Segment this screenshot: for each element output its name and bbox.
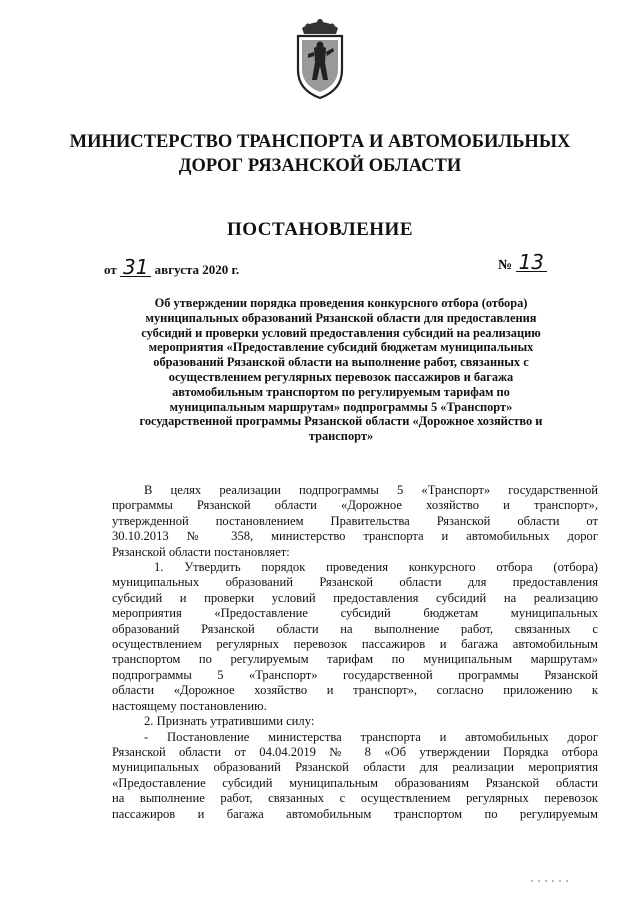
body-line: субсидий и проверки условий предоставления субсидий на реализацию	[112, 590, 598, 605]
body-line: 1. Утвердить порядок проведения конкурсного отбора (отбора)	[154, 560, 598, 575]
body-line: 2. Признать утратившими силу:	[144, 714, 315, 729]
title-line: субсидий и проверки условий предоставления субсидий на реализацию	[141, 325, 541, 340]
document-title	[86, 296, 596, 444]
title-line: муниципальным маршрутам» подпрограммы 5 «Транспорт»	[169, 399, 513, 414]
date-month-year: августа 2020 г.	[154, 262, 240, 277]
coat-of-arms-emblem	[290, 18, 350, 102]
ministry-line: ДОРОГ РЯЗАНСКОЙ ОБЛАСТИ	[178, 156, 462, 176]
body-line: подпрограммы 5 «Транспорт» государственной программы Рязанской	[112, 667, 598, 682]
date-prefix: от	[104, 262, 117, 277]
body-line: области «Дорожное хозяйство и транспорт», согласно приложению к	[112, 683, 598, 698]
body-line: Рязанской области постановляет:	[112, 544, 290, 559]
body-line: образований Рязанской области на выполнение работ, связанных с	[112, 621, 598, 636]
number-sign: №	[498, 258, 513, 273]
body-line: программы Рязанской области «Дорожное хозяйство и транспорт»,	[112, 498, 598, 513]
body-line: осуществлением регулярных перевозок пассажиров и багажа автомобильным	[112, 637, 598, 652]
body-line: Рязанской области от 04.04.2019 № 8 «Об утверждении Порядка отбора	[112, 744, 598, 759]
title-line: осуществлением регулярных перевозок пассажиров и багажа	[168, 369, 514, 384]
body-line: утвержденной постановлением Правительства Рязанской области от	[112, 513, 598, 528]
number-handwritten: 13	[516, 253, 547, 272]
document-type: ПОСТАНОВЛЕНИЕ	[226, 219, 414, 240]
body-line: транспортом по регулируемым тарифам по муниципальным маршрутам»	[112, 652, 598, 667]
title-line: Об утверждении порядка проведения конкурсного отбора (отбора)	[154, 296, 528, 310]
body-line: «Предоставление субсидий муниципальным образованиям Рязанской области	[112, 775, 598, 790]
title-line: государственной программы Рязанской области «Дорожное хозяйство и	[139, 414, 543, 429]
document-date	[104, 255, 240, 279]
body-line: - Постановление министерства транспорта и автомобильных дорог	[144, 729, 598, 744]
document-number	[498, 250, 547, 274]
body-line: муниципальных образований Рязанской области для реализации мероприятия	[112, 760, 598, 775]
body-line: настоящему постановлению.	[112, 698, 267, 713]
title-line: автомобильным транспортом по регулируемым тарифам по	[172, 384, 510, 399]
title-line: транспорт»	[308, 429, 374, 444]
body-line: мероприятия «Предоставление субсидий бюджетам муниципальных	[112, 606, 598, 621]
body-line: 30.10.2013 № 358, министерство транспорта и автомобильных дорог	[112, 529, 598, 544]
body-line: на выполнение работ, связанных с осуществлением регулярных перевозок	[112, 791, 598, 806]
ministry-name	[60, 130, 580, 178]
title-line: мероприятия «Предоставление субсидий бюджетам муниципальных	[148, 340, 534, 355]
ministry-line: МИНИСТЕРСТВО ТРАНСПОРТА И АВТОМОБИЛЬНЫХ	[69, 132, 571, 152]
body-line: муниципальных образований Рязанской области для предоставления	[112, 575, 598, 590]
title-line: образований Рязанской области на выполнение работ, связанных с	[153, 355, 529, 370]
date-day-handwritten: 31	[120, 258, 151, 277]
title-line: муниципальных образований Рязанской области для предоставления	[145, 310, 537, 325]
scan-artifact-mark	[530, 878, 574, 884]
document-body	[112, 483, 598, 822]
body-line: В целях реализации подпрограммы 5 «Транспорт» государственной	[144, 483, 598, 497]
body-line: пассажиров и багажа автомобильным транспортом по регулируемым	[112, 806, 598, 821]
